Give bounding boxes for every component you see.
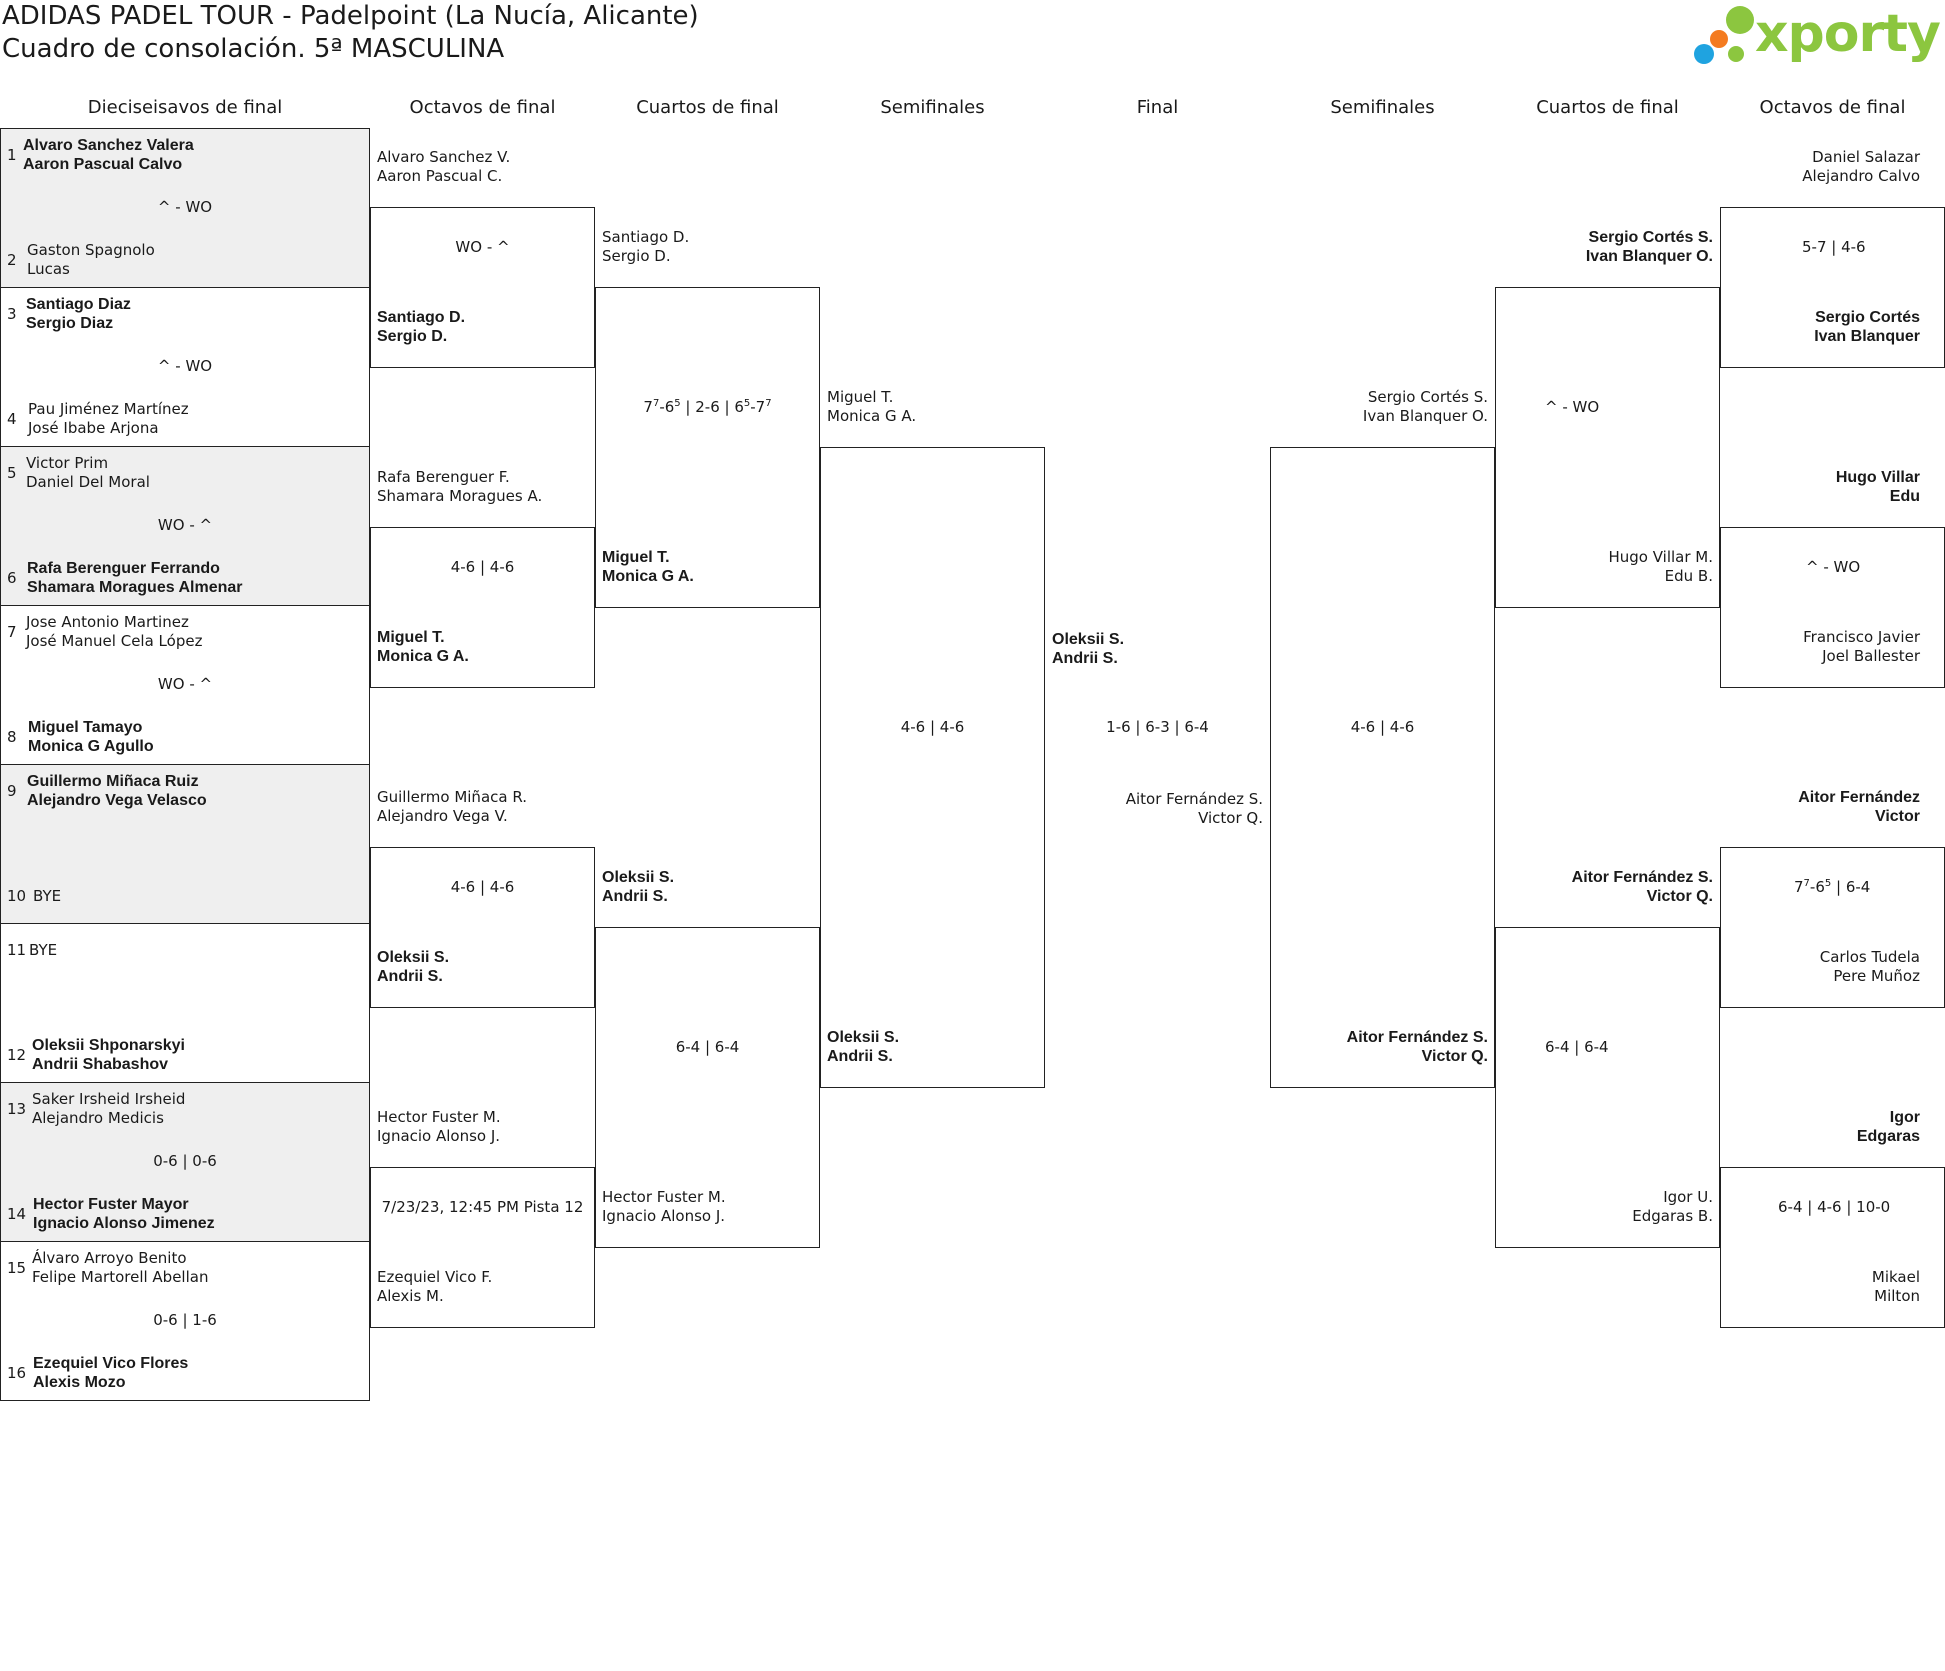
r16-pair-right[interactable]: Carlos Tudela Pere Muñoz bbox=[1819, 948, 1920, 985]
sf-pair[interactable]: Miguel T. Monica G A. bbox=[827, 388, 917, 425]
r32-pair[interactable]: Hector Fuster Mayor Ignacio Alonso Jimenez bbox=[33, 1196, 215, 1232]
match-score: 4-6 | 4-6 bbox=[900, 718, 965, 736]
final-pair-right[interactable]: Aitor Fernández S. Victor Q. bbox=[1125, 790, 1263, 827]
match-score: 4-6 | 4-6 bbox=[450, 558, 515, 576]
r16-pair-right[interactable]: Sergio Cortés Ivan Blanquer bbox=[1814, 309, 1920, 345]
r32-pair[interactable]: Rafa Berenguer Ferrando Shamara Moragues Almenar bbox=[27, 560, 243, 596]
tournament-title: ADIDAS PADEL TOUR - Padelpoint (La Nucía, Alicante) bbox=[2, 1, 699, 31]
sf-pair[interactable]: Oleksii S. Andrii S. bbox=[827, 1029, 900, 1065]
sf-pair-right[interactable]: Sergio Cortés S. Ivan Blanquer O. bbox=[1362, 388, 1488, 425]
logo-dot-orange bbox=[1710, 30, 1728, 48]
r32-pair[interactable]: Oleksii Shponarskyi Andrii Shabashov bbox=[32, 1037, 185, 1073]
seed-number: 3 bbox=[7, 305, 17, 323]
qf-pair[interactable]: Oleksii S. Andrii S. bbox=[602, 869, 675, 905]
r16-pair-right[interactable]: Aitor Fernández Victor bbox=[1798, 789, 1920, 825]
match-score: WO - ^ bbox=[157, 516, 213, 534]
r32-pair[interactable]: Gaston Spagnolo Lucas bbox=[27, 241, 155, 278]
qf-pair-right[interactable]: Aitor Fernández S. Victor Q. bbox=[1571, 869, 1713, 905]
qf-pair-right[interactable]: Igor U. Edgaras B. bbox=[1632, 1188, 1713, 1225]
r16-pair[interactable]: Guillermo Miñaca R. Alejandro Vega V. bbox=[377, 788, 527, 825]
header-sf: Semifinales bbox=[880, 97, 985, 118]
r16-pair[interactable]: Ezequiel Vico F. Alexis M. bbox=[377, 1268, 493, 1305]
sf-pair-right[interactable]: Aitor Fernández S. Victor Q. bbox=[1346, 1029, 1488, 1065]
logo-dot-blue bbox=[1694, 44, 1714, 64]
match-score: 7/23/23, 12:45 PM Pista 12 bbox=[381, 1198, 584, 1216]
match-score: $7^7-6^5$ | 6-4 bbox=[1794, 878, 1871, 896]
match-score: 6-4 | 6-4 bbox=[1545, 1038, 1609, 1056]
r32-pair[interactable]: Victor Prim Daniel Del Moral bbox=[26, 454, 150, 491]
qf-pair[interactable]: Hector Fuster M. Ignacio Alonso J. bbox=[602, 1188, 726, 1225]
match-score: ^ - WO bbox=[1545, 398, 1600, 416]
r32-pair[interactable]: BYE bbox=[29, 941, 58, 959]
r32-pair[interactable]: Pau Jiménez Martínez José Ibabe Arjona bbox=[28, 400, 189, 437]
sf-bracket bbox=[820, 447, 1045, 1088]
qf-pair-right[interactable]: Sergio Cortés S. Ivan Blanquer O. bbox=[1585, 229, 1713, 265]
seed-number: 15 bbox=[7, 1259, 27, 1277]
seed-number: 2 bbox=[7, 251, 17, 269]
header-qf-right: Cuartos de final bbox=[1536, 97, 1679, 118]
logo-dot-green bbox=[1726, 6, 1754, 34]
r16-pair[interactable]: Miguel T. Monica G A. bbox=[377, 629, 469, 665]
header-qf: Cuartos de final bbox=[636, 97, 779, 118]
r32-pair[interactable]: Santiago Diaz Sergio Diaz bbox=[26, 296, 131, 332]
r16-pair[interactable]: Santiago D. Sergio D. bbox=[377, 309, 466, 345]
r16-pair[interactable]: Hector Fuster M. Ignacio Alonso J. bbox=[377, 1108, 501, 1145]
match-score: ^ - WO bbox=[1806, 558, 1861, 576]
r16-pair-right[interactable]: Daniel Salazar Alejandro Calvo bbox=[1802, 148, 1920, 185]
match-score: $7^7-6^5$ | 2-6 | $6^5-7^7$ bbox=[643, 398, 772, 416]
seed-number: 11 bbox=[7, 941, 27, 959]
seed-number: 4 bbox=[7, 410, 17, 428]
match-score: 0-6 | 1-6 bbox=[153, 1311, 217, 1329]
match-score: 5-7 | 4-6 bbox=[1802, 238, 1866, 256]
header-r16-right: Octavos de final bbox=[1759, 97, 1906, 118]
qf-pair[interactable]: Santiago D. Sergio D. bbox=[602, 228, 690, 265]
final-score: 1-6 | 6-3 | 6-4 bbox=[1106, 718, 1209, 736]
header-r32: Dieciseisavos de final bbox=[87, 97, 283, 118]
match-score: 6-4 | 6-4 bbox=[675, 1038, 740, 1056]
seed-number: 8 bbox=[7, 728, 17, 746]
seed-number: 9 bbox=[7, 782, 17, 800]
seed-number: 16 bbox=[7, 1364, 27, 1382]
r16-pair-right[interactable]: Mikael Milton bbox=[1871, 1268, 1920, 1305]
r16-pair-right[interactable]: Francisco Javier Joel Ballester bbox=[1803, 628, 1920, 665]
r16-pair[interactable]: Alvaro Sanchez V. Aaron Pascual C. bbox=[377, 148, 511, 185]
seed-number: 12 bbox=[7, 1046, 27, 1064]
draw-subtitle: Cuadro de consolación. 5ª MASCULINA bbox=[2, 34, 505, 64]
final-pair-left[interactable]: Oleksii S. Andrii S. bbox=[1052, 631, 1125, 667]
header-final: Final bbox=[1136, 97, 1179, 118]
logo-dot-green-small bbox=[1728, 46, 1744, 62]
r16-pair-right[interactable]: Igor Edgaras bbox=[1856, 1109, 1920, 1145]
seed-number: 1 bbox=[7, 146, 17, 164]
r16-pair[interactable]: Oleksii S. Andrii S. bbox=[377, 949, 450, 985]
r32-pair[interactable]: Guillermo Miñaca Ruiz Alejandro Vega Velasco bbox=[27, 773, 207, 809]
r16-pair[interactable]: Rafa Berenguer F. Shamara Moragues A. bbox=[377, 468, 543, 505]
match-score: WO - ^ bbox=[157, 675, 213, 693]
r32-pair[interactable]: Saker Irsheid Irsheid Alejandro Medicis bbox=[32, 1090, 186, 1127]
xporty-logo[interactable] bbox=[1690, 0, 1940, 70]
seed-number: 14 bbox=[7, 1205, 27, 1223]
r32-pair[interactable]: Alvaro Sanchez Valera Aaron Pascual Calvo bbox=[23, 137, 194, 173]
r32-pair[interactable]: BYE bbox=[33, 887, 62, 905]
r32-pair[interactable]: Ezequiel Vico Flores Alexis Mozo bbox=[33, 1355, 189, 1391]
match-score: 4-6 | 4-6 bbox=[450, 878, 515, 896]
header-sf-right: Semifinales bbox=[1330, 97, 1435, 118]
r32-pair[interactable]: Miguel Tamayo Monica G Agullo bbox=[28, 719, 154, 755]
sf-bracket-right bbox=[1270, 447, 1495, 1088]
r32-pair[interactable]: Álvaro Arroyo Benito Felipe Martorell Abellan bbox=[32, 1249, 209, 1286]
match-score: ^ - WO bbox=[157, 198, 213, 216]
qf-pair[interactable]: Miguel T. Monica G A. bbox=[602, 549, 694, 585]
match-score: 4-6 | 4-6 bbox=[1350, 718, 1415, 736]
seed-number: 13 bbox=[7, 1100, 27, 1118]
match-score: WO - ^ bbox=[455, 238, 510, 256]
r16-pair-right[interactable]: Hugo Villar Edu bbox=[1835, 469, 1920, 505]
seed-number: 5 bbox=[7, 464, 17, 482]
seed-number: 6 bbox=[7, 569, 17, 587]
seed-number: 7 bbox=[7, 623, 17, 641]
r32-pair[interactable]: Jose Antonio Martinez José Manuel Cela López bbox=[26, 613, 203, 650]
match-score: ^ - WO bbox=[157, 357, 213, 375]
header-r16: Octavos de final bbox=[409, 97, 556, 118]
match-score: 0-6 | 0-6 bbox=[153, 1152, 217, 1170]
match-score: 6-4 | 4-6 | 10-0 bbox=[1778, 1198, 1891, 1216]
qf-pair-right[interactable]: Hugo Villar M. Edu B. bbox=[1608, 548, 1713, 585]
logo-text: xporty bbox=[1755, 4, 1940, 64]
seed-number: 10 bbox=[7, 887, 27, 905]
